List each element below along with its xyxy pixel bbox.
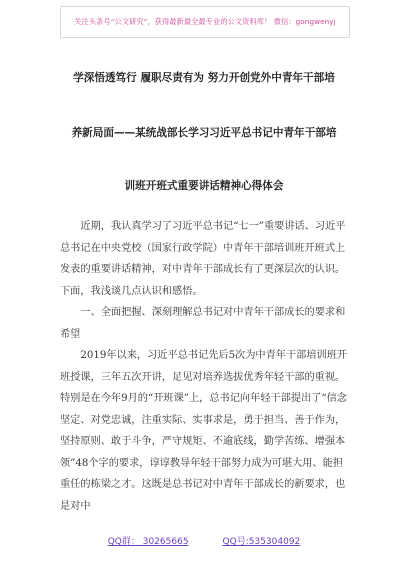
paragraph-2: 2019年以来，习近平总书记先后5次为中青年干部培训班开班授课，三年五次开讲，足见对培养选拔优秀年轻干部的重视。特别是在今年9月的“开班课”上，总书记向年轻干部提出了“信念坚定、对党忠诚，注重实际、实事求是，勇于担当、善于作为，坚持原则、敢于斗争，严守规矩、不逾底线，勤学苦练、增强本领”48个字的要求，谆谆教导年轻干部努力成为可堪大用、能担重任的栋梁之才。这既是总书记对中青年干部成长的新要求，也是对中 [60, 350, 348, 512]
paragraph-intro: 近期，我认真学习了习近平总书记“七一”重要讲话、习近平总书记在中央党校（国家行政学院）中青年干部培训班开班式上发表的重要讲话精神，对中青年干部成长有了更深层次的认识。下面，我浅谈几点认识和感悟。 [60, 221, 346, 297]
document-body [60, 216, 350, 517]
qq-number-link[interactable]: QQ号:535304092 [222, 537, 301, 547]
header-banner: 关注头条号“公文研究”，获得最新最全最专业的公文资料库！ 微信：gongwenyj [60, 6, 350, 38]
section-heading-1: 一、全面把握、深刻理解总书记对中青年干部成长的要求和希望 [60, 307, 346, 340]
title-line-2: 养新局面——某统战部长学习习近平总书记中青年干部培 [71, 127, 337, 139]
title-line-3: 训班开班式重要讲话精神心得体会 [124, 180, 284, 192]
qq-group-link[interactable]: QQ群： 30265665 [107, 537, 189, 547]
title-line-1: 学深悟透笃行 履职尽责有为 努力开创党外中青年干部培 [73, 72, 335, 84]
footer-contacts [0, 534, 408, 547]
